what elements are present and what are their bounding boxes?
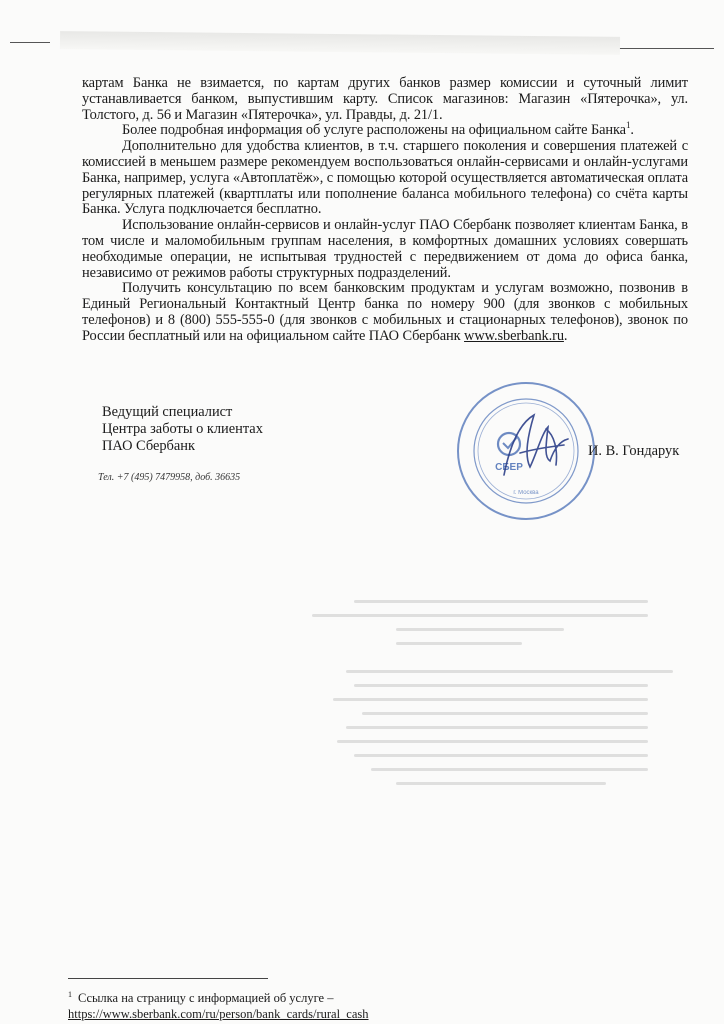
- top-fold-shadow: [60, 31, 620, 55]
- paragraph-5-text: Получить консультацию по всем банковским продуктам и услугам возможно, позвонив в Единый Региональный Контактный Центр банка по номеру 900 (для звонков с мобильных телефонов) и 8 (800) 555-555-0 (для звонков с мобильных и стационарных телефонов), звонок по России бесплатный или на официальном сайте ПАО Сбербанк: [82, 280, 688, 344]
- footnote-divider: [68, 978, 268, 979]
- paragraph-3: Дополнительно для удобства клиентов, в т.ч. старшего поколения и совершения платежей с комиссией в меньшем размере рекомендуем воспользоваться онлайн-сервисами и онлайн-услугами Банка, например, услуга «Автоплатёж», с помощью которой осуществляется автоматическая оплата регулярных платежей (квартплаты или пополнение баланса мобильного телефона) со счёта карты Банка. Услуга подключается бесплатно.: [82, 138, 688, 218]
- paragraph-2-text: Более подробная информация об услуге расположены на официальном сайте Банка: [122, 122, 626, 139]
- footnote-url[interactable]: https://www.sberbank.com/ru/person/bank_cards/rural_cash: [68, 1007, 369, 1022]
- position-title: Ведущий специалист: [102, 404, 233, 420]
- sberbank-link[interactable]: www.sberbank.ru: [464, 327, 564, 344]
- footnote-ref: 1: [625, 120, 631, 131]
- contact-phone: Тел. +7 (495) 7479958, доб. 36635: [98, 472, 241, 483]
- paragraph-2: [82, 120, 688, 139]
- paragraph-5-end: .: [563, 327, 568, 344]
- top-edge-line-right: [604, 48, 714, 49]
- paragraph-2-end: .: [630, 122, 634, 139]
- organization-name: ПАО Сбербанк: [102, 438, 195, 454]
- footnote: [68, 987, 369, 1022]
- top-edge-line-left: [10, 42, 50, 43]
- show-through-text: [270, 600, 690, 880]
- department-name: Центра заботы о клиентах: [102, 421, 263, 437]
- paragraph-5: [82, 281, 688, 344]
- paragraph-1: картам Банка не взимается, по картам других банков размер комиссии и суточный лимит устанавливается банком, выпустившим карту. Список магазинов: Магазин «Пятерочка», ул. Толстого, д. 56 и Магазин «Пятерочка», ул. Правды, д. 21/1.: [82, 75, 688, 123]
- handwritten-signature: [490, 405, 580, 485]
- footnote-marker: 1: [68, 990, 72, 999]
- stamp-city: г. Москва: [513, 490, 539, 496]
- paragraph-4: Использование онлайн-сервисов и онлайн-услуг ПАО Сбербанк позволяет клиентам Банка, в том числе и маломобильным группам населения, в комфортных домашних условиях совершать необходимые операции, не испытывая трудностей с передвижением от дома до офиса банка, независимо от режимов работы структурных подразделений.: [82, 217, 688, 281]
- signer-name: И. В. Гондарук: [588, 443, 680, 459]
- footnote-text: Ссылка на страницу с информацией об услуге –: [78, 991, 334, 1006]
- letter-body: [82, 76, 688, 345]
- signature-block: [102, 404, 263, 455]
- stamp-logo-text: СБЕР: [495, 462, 523, 473]
